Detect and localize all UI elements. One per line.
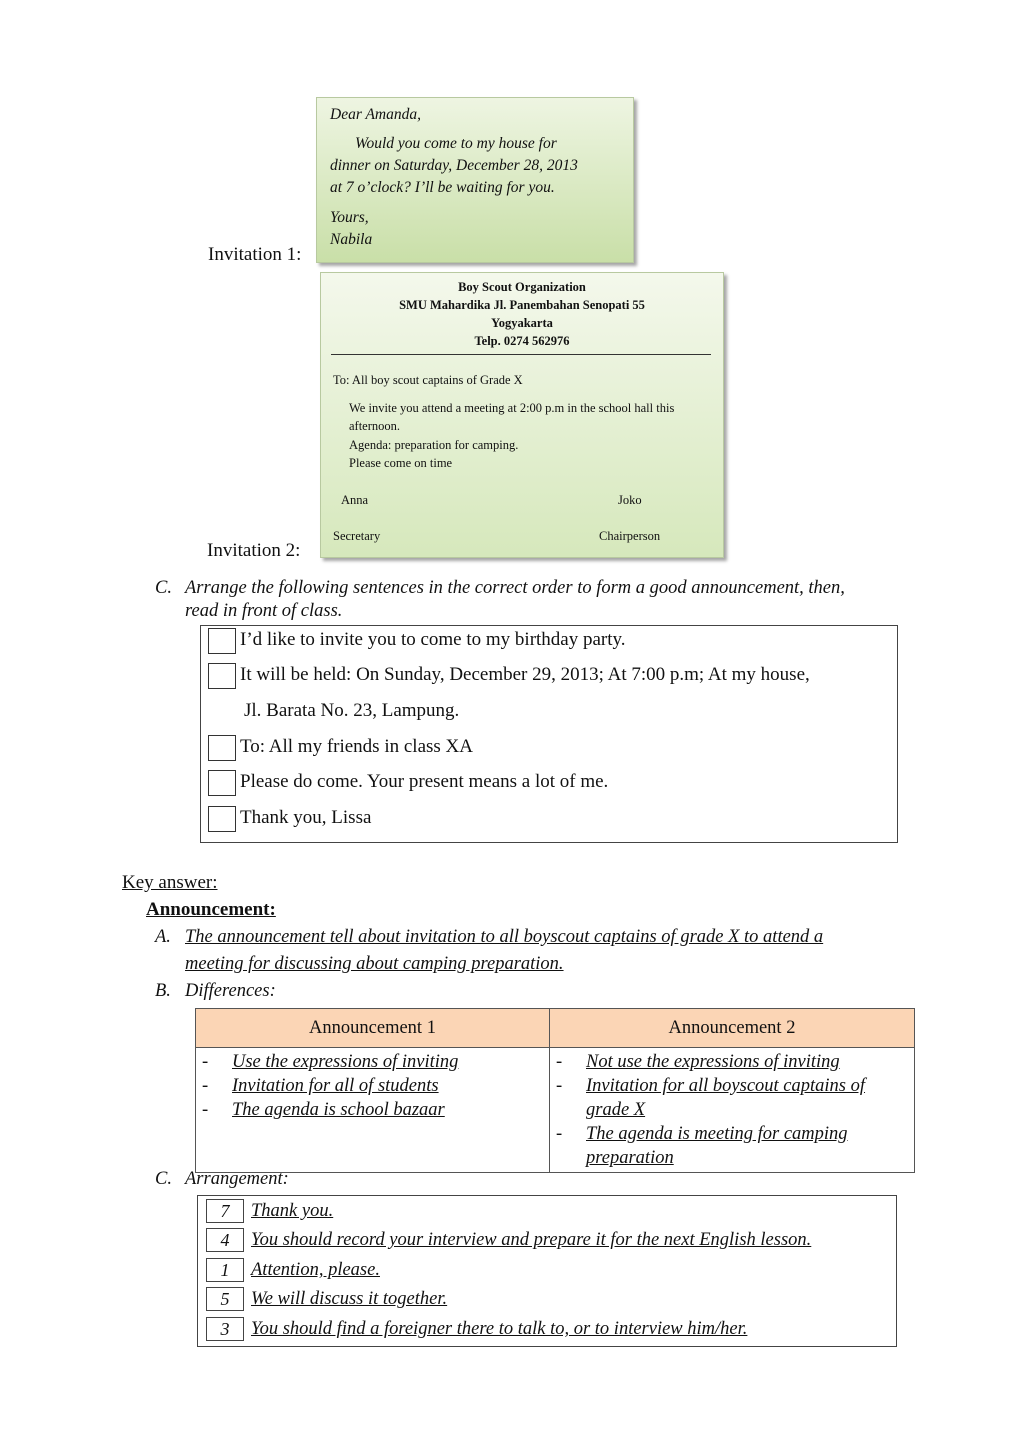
arrangement-text: You should find a foreigner there to talk to, or to interview him/her. — [251, 1319, 748, 1339]
answer-c-letter: C. — [155, 1169, 172, 1189]
option-text: To: All my friends in class XA — [240, 736, 473, 757]
answer-b-label: Differences: — [185, 981, 276, 1001]
card2-phone: Telp. 0274 562976 — [474, 334, 570, 348]
answer-c-label: Arrangement: — [185, 1169, 289, 1189]
card2-divider — [331, 354, 711, 355]
arrangement-box — [197, 1195, 897, 1347]
differences-table — [195, 1008, 915, 1173]
table-header: Announcement 2 — [550, 1009, 915, 1048]
card2-sign-right-name: Joko — [618, 493, 642, 507]
option-text: Please do come. Your present means a lot of me. — [240, 771, 609, 792]
arrangement-text: You should record your interview and prepare it for the next English lesson. — [251, 1230, 812, 1250]
card2-body-line: Agenda: preparation for camping. — [349, 438, 519, 452]
table-cell-announcement-2 — [550, 1048, 915, 1173]
arrangement-text: We will discuss it together. — [251, 1289, 448, 1309]
invitation-1-label: Invitation 1: — [208, 244, 302, 265]
arrangement-text: Thank you. — [251, 1201, 334, 1221]
order-number: 3 — [206, 1317, 244, 1341]
order-checkbox[interactable] — [208, 663, 236, 689]
option-text: I’d like to invite you to come to my birthday party. — [240, 629, 626, 650]
card1-signature: Nabila — [330, 231, 373, 248]
card2-city: Yogyakarta — [491, 316, 553, 330]
difference-item: - Not use the expressions of inviting — [556, 1052, 840, 1072]
option-text-continued: Jl. Barata No. 23, Lampung. — [244, 700, 460, 721]
difference-item: - The agenda is meeting for camping preparation — [556, 1124, 848, 1168]
option-text: It will be held: On Sunday, December 29, 2013; At 7:00 p.m; At my house, — [240, 664, 810, 685]
card2-org: Boy Scout Organization — [458, 280, 586, 294]
difference-item: - Use the expressions of inviting — [202, 1052, 459, 1072]
card1-body-line: at 7 o’clock? I’ll be waiting for you. — [330, 179, 555, 196]
order-checkbox[interactable] — [208, 770, 236, 796]
card2-body-line: We invite you attend a meeting at 2:00 p.m in the school hall this — [349, 401, 675, 415]
order-number: 1 — [206, 1258, 244, 1282]
option-text: Thank you, Lissa — [240, 807, 372, 828]
order-number: 7 — [206, 1199, 244, 1223]
card1-body-line: dinner on Saturday, December 28, 2013 — [330, 157, 578, 174]
difference-item: - The agenda is school bazaar — [202, 1100, 445, 1120]
answer-a-letter: A. — [155, 927, 171, 947]
table-cell-announcement-1 — [196, 1048, 550, 1173]
answer-b-letter: B. — [155, 981, 171, 1001]
difference-item: - Invitation for all of students — [202, 1076, 439, 1096]
key-answer-label: Key answer: — [122, 872, 218, 893]
card2-sign-left-name: Anna — [341, 493, 369, 507]
announcement-heading: Announcement: — [146, 899, 276, 920]
order-checkbox[interactable] — [208, 628, 236, 654]
card2-address: SMU Mahardika Jl. Panembahan Senopati 55 — [399, 298, 645, 312]
card2-body-line: Please come on time — [349, 456, 453, 470]
answer-a-line1: The announcement tell about invitation to all boyscout captains of grade X to attend a — [185, 927, 824, 947]
card1-body-line: Would you come to my house for — [355, 135, 557, 152]
card1-greeting: Dear Amanda, — [330, 106, 421, 123]
card2-sign-right-role: Chairperson — [599, 529, 661, 543]
order-checkbox[interactable] — [208, 735, 236, 761]
card2-body-line: afternoon. — [349, 419, 401, 433]
card2-sign-left-role: Secretary — [333, 529, 381, 543]
task-c-letter: C. — [155, 578, 172, 598]
order-number: 4 — [206, 1228, 244, 1252]
invitation-2-card — [320, 272, 724, 558]
arrange-options-box — [200, 625, 898, 843]
table-header: Announcement 1 — [196, 1009, 550, 1048]
order-checkbox[interactable] — [208, 806, 236, 832]
order-number: 5 — [206, 1287, 244, 1311]
task-c-instruction-line2: read in front of class. — [185, 601, 343, 621]
invitation-2-label: Invitation 2: — [207, 540, 301, 561]
invitation-1-card — [316, 97, 634, 263]
answer-a-line2: meeting for discussing about camping preparation. — [185, 954, 564, 974]
arrangement-text: Attention, please. — [251, 1260, 380, 1280]
task-c-instruction-line1: Arrange the following sentences in the correct order to form a good announcement, then, — [185, 578, 845, 598]
difference-item: - Invitation for all boyscout captains of grade X — [556, 1076, 866, 1120]
card1-closing: Yours, — [330, 209, 369, 226]
card2-to: To: All boy scout captains of Grade X — [333, 373, 523, 387]
